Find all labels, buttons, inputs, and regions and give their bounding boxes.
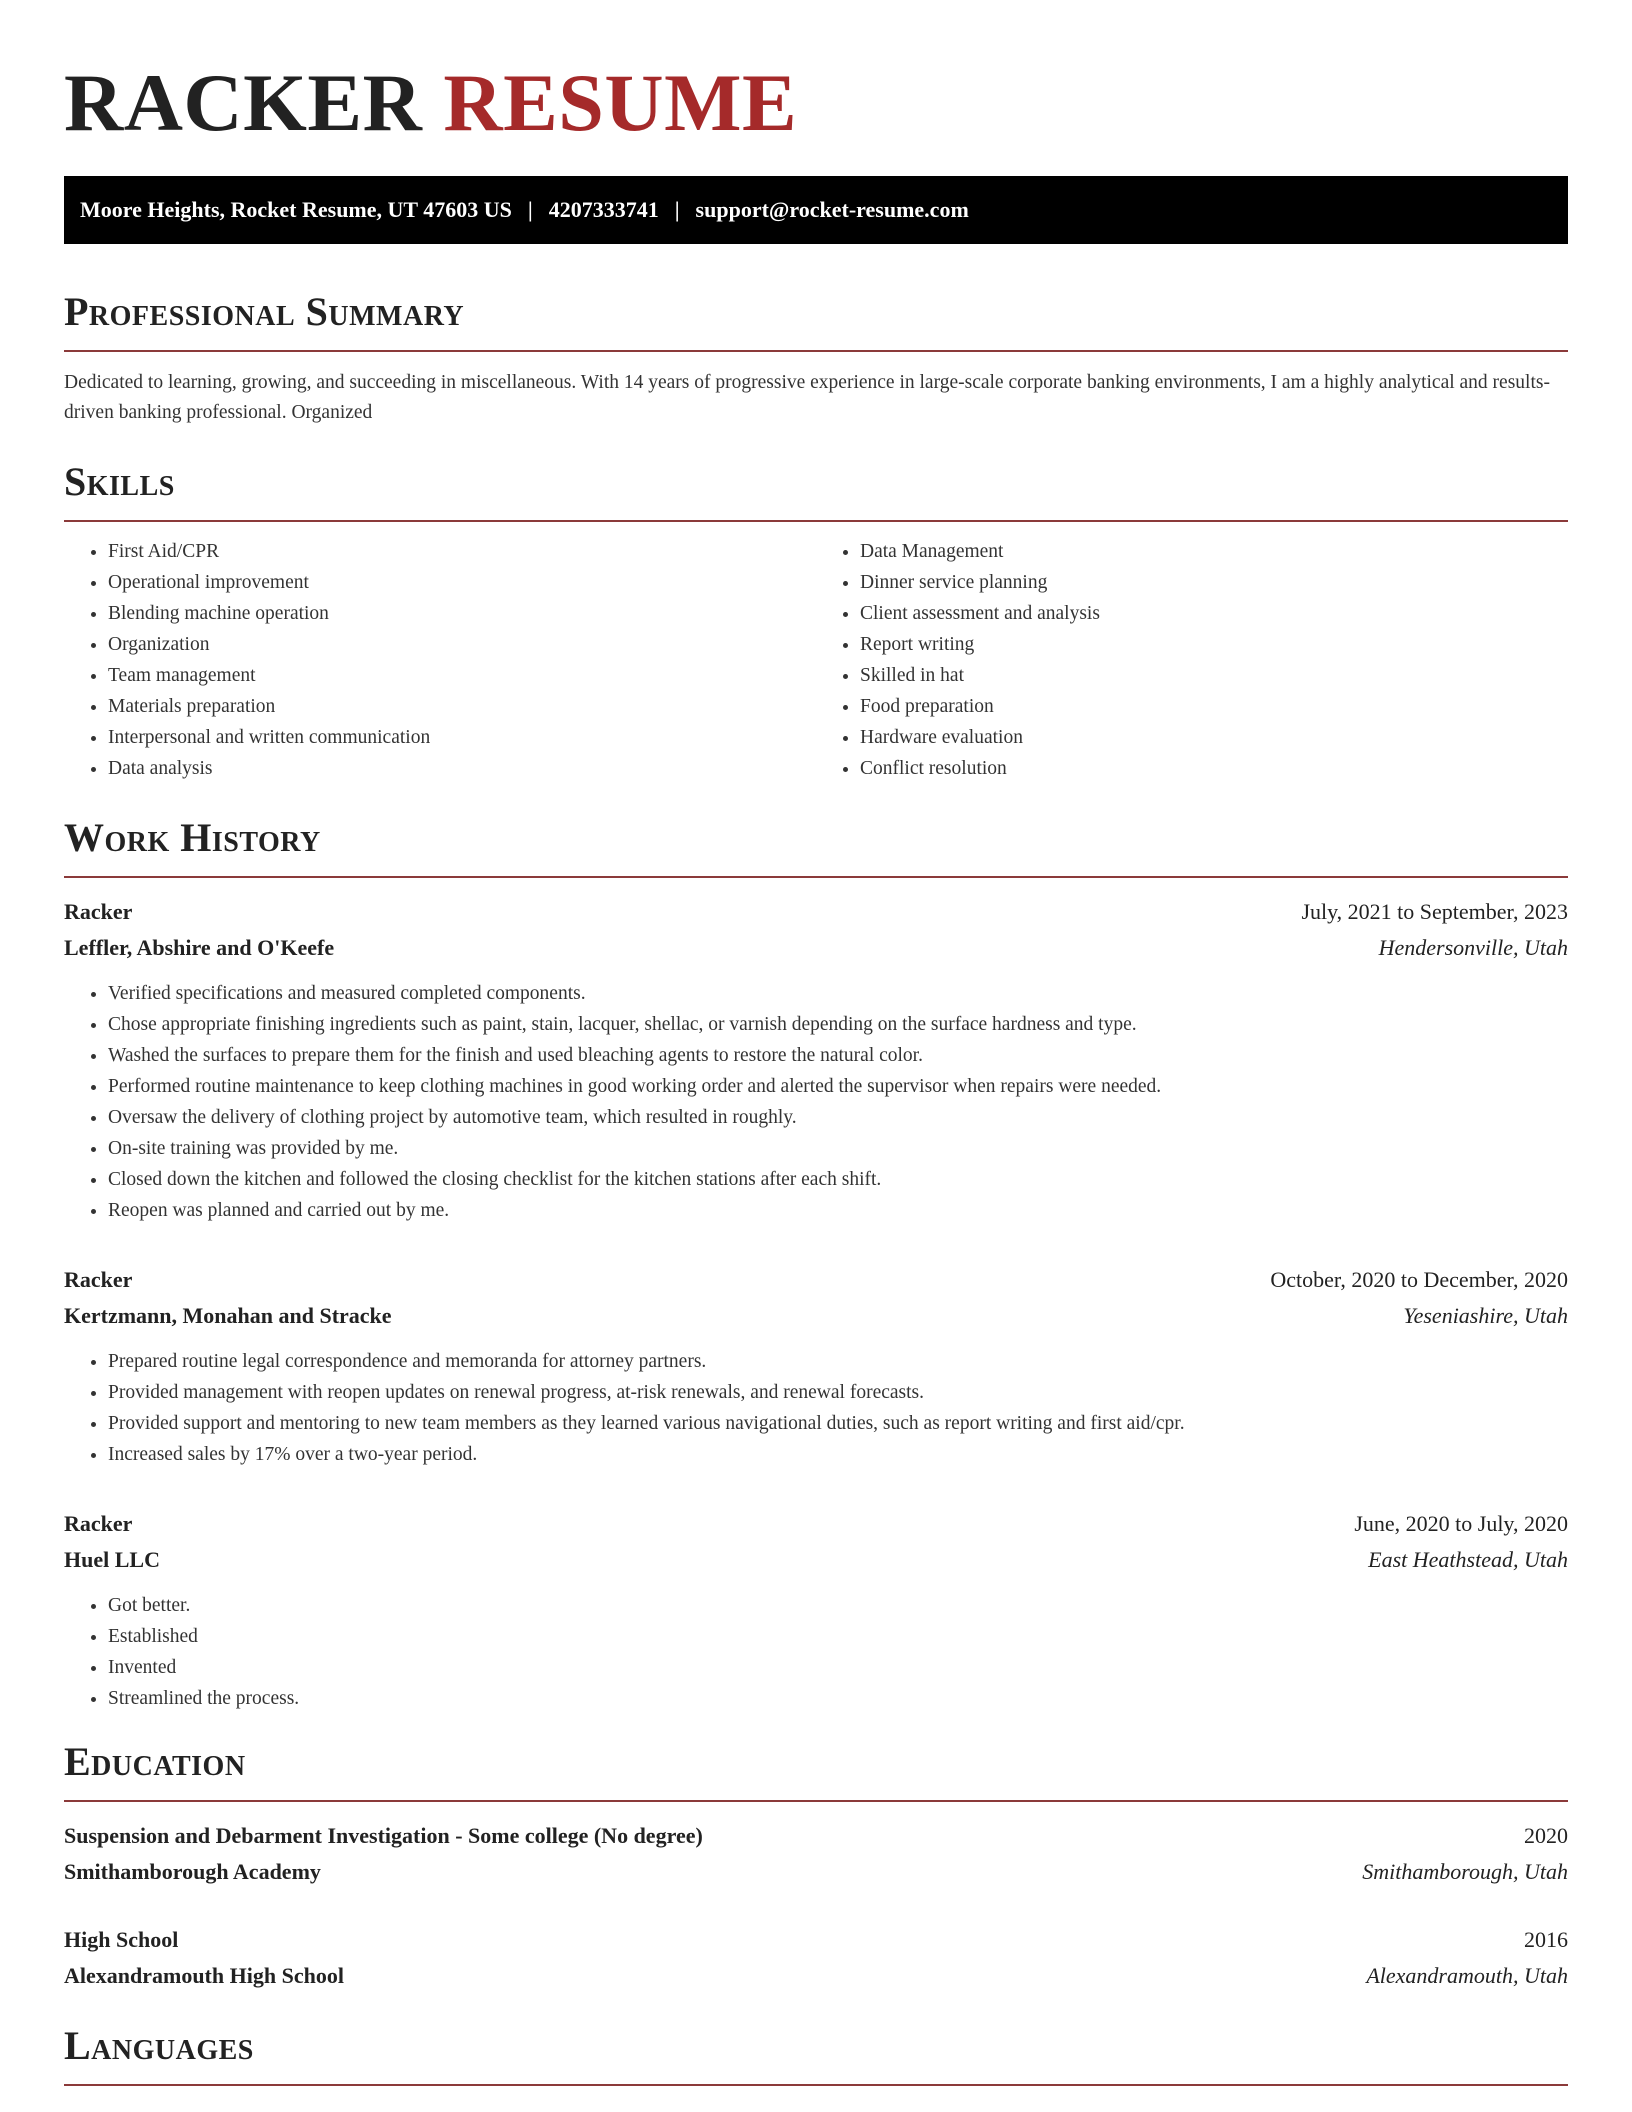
job-location: Hendersonville, Utah xyxy=(1378,935,1568,960)
job-bullet: • Washed the surfaces to prepare them for the finish and used bleaching agents to restore the natural color. xyxy=(108,1040,1568,1071)
skill-item: • Organization xyxy=(108,629,816,660)
resume-name xyxy=(64,0,1568,148)
job-dates: October, 2020 to December, 2020 xyxy=(1270,1267,1568,1292)
job-bullets xyxy=(64,1590,1568,1714)
job-bullet: • Invented xyxy=(108,1652,1568,1683)
job-bullet: • Provided support and mentoring to new team members as they learned various navigational duties, such as report writing and first aid/cpr. xyxy=(108,1408,1568,1439)
skill-item: • Operational improvement xyxy=(108,567,816,598)
job-dates: July, 2021 to September, 2023 xyxy=(1301,899,1568,924)
education-year: 2016 xyxy=(1524,1927,1568,1952)
skills-column-left xyxy=(64,536,816,784)
job-company: Kertzmann, Monahan and Stracke xyxy=(64,1303,392,1328)
summary-text: Dedicated to learning, growing, and succeeding in miscellaneous. With 14 years of progressive experience in large-scale corporate banking environments, I am a highly analytical and results-driven banking professional. Organized xyxy=(64,372,1550,423)
job-bullet: • Oversaw the delivery of clothing project by automotive team, which resulted in roughly. xyxy=(108,1102,1568,1133)
education-section xyxy=(64,1738,1568,1994)
section-divider xyxy=(64,520,1568,522)
languages-title: Languages xyxy=(64,2023,254,2068)
education-location: Smithamborough, Utah xyxy=(1362,1859,1568,1884)
education-school: Alexandramouth High School xyxy=(64,1963,344,1988)
skill-item: • Data analysis xyxy=(108,753,816,784)
job-title: Racker xyxy=(64,899,133,924)
name-last: RESUME xyxy=(443,57,798,148)
languages-section xyxy=(64,2022,1568,2086)
job-bullets xyxy=(64,1346,1568,1470)
job-company: Leffler, Abshire and O'Keefe xyxy=(64,935,335,960)
job-entry xyxy=(64,894,1568,1226)
skill-item: • Materials preparation xyxy=(108,691,816,722)
job-bullet: • Established xyxy=(108,1621,1568,1652)
education-title: Education xyxy=(64,1739,246,1784)
section-divider xyxy=(64,2084,1568,2086)
job-bullet: • Closed down the kitchen and followed the closing checklist for the kitchen stations after each shift. xyxy=(108,1164,1568,1195)
work-history-section xyxy=(64,814,1568,1714)
skill-item: • Interpersonal and written communication xyxy=(108,722,816,753)
skill-item: • Report writing xyxy=(860,629,1568,660)
job-entry xyxy=(64,1262,1568,1470)
education-location: Alexandramouth, Utah xyxy=(1366,1963,1568,1988)
job-entry xyxy=(64,1506,1568,1714)
job-bullet: • Chose appropriate finishing ingredients such as paint, stain, lacquer, shellac, or varnish depending on the surface hardness and type. xyxy=(108,1009,1568,1040)
job-title: Racker xyxy=(64,1511,133,1536)
job-bullet: • Streamlined the process. xyxy=(108,1683,1568,1714)
education-degree: High School xyxy=(64,1927,179,1952)
summary-section xyxy=(64,288,1568,428)
job-bullet: • Provided management with reopen updates on renewal progress, at-risk renewals, and renewal forecasts. xyxy=(108,1377,1568,1408)
skill-item: • Team management xyxy=(108,660,816,691)
skills-column-right xyxy=(816,536,1568,784)
contact-separator: | xyxy=(674,197,680,222)
job-bullet: • Prepared routine legal correspondence and memoranda for attorney partners. xyxy=(108,1346,1568,1377)
skills-list xyxy=(64,536,1568,784)
education-entry xyxy=(64,1818,1568,1890)
section-divider xyxy=(64,1800,1568,1802)
contact-address: Moore Heights, Rocket Resume, UT 47603 US xyxy=(80,197,512,222)
job-dates: June, 2020 to July, 2020 xyxy=(1354,1511,1568,1536)
contact-email[interactable]: support@rocket-resume.com xyxy=(695,197,969,222)
contact-separator: | xyxy=(527,197,533,222)
job-bullets xyxy=(64,978,1568,1226)
job-bullet: • Reopen was planned and carried out by me. xyxy=(108,1195,1568,1226)
skill-item: • Food preparation xyxy=(860,691,1568,722)
contact-bar xyxy=(64,176,1568,244)
education-degree: Suspension and Debarment Investigation - Some college (No degree) xyxy=(64,1823,703,1848)
section-divider xyxy=(64,350,1568,352)
name-first: RACKER xyxy=(64,57,423,148)
job-bullet: • Performed routine maintenance to keep clothing machines in good working order and alerted the supervisor when repairs were needed. xyxy=(108,1071,1568,1102)
job-bullet: • Got better. xyxy=(108,1590,1568,1621)
skill-item: • Client assessment and analysis xyxy=(860,598,1568,629)
skill-item: • First Aid/CPR xyxy=(108,536,816,567)
skill-item: • Data Management xyxy=(860,536,1568,567)
job-title: Racker xyxy=(64,1267,133,1292)
skills-title: Skills xyxy=(64,459,175,504)
education-school: Smithamborough Academy xyxy=(64,1859,321,1884)
skill-item: • Blending machine operation xyxy=(108,598,816,629)
job-company: Huel LLC xyxy=(64,1547,160,1572)
education-year: 2020 xyxy=(1524,1823,1568,1848)
job-bullet: • On-site training was provided by me. xyxy=(108,1133,1568,1164)
skill-item: • Conflict resolution xyxy=(860,753,1568,784)
job-location: East Heathstead, Utah xyxy=(1368,1547,1568,1572)
job-bullet: • Increased sales by 17% over a two-year period. xyxy=(108,1439,1568,1470)
skill-item: • Hardware evaluation xyxy=(860,722,1568,753)
contact-phone: 4207333741 xyxy=(548,197,659,222)
job-location: Yeseniashire, Utah xyxy=(1403,1303,1568,1328)
section-divider xyxy=(64,876,1568,878)
education-entry xyxy=(64,1922,1568,1994)
skills-section xyxy=(64,458,1568,784)
work-history-title: Work History xyxy=(64,815,321,860)
job-bullet: • Verified specifications and measured completed components. xyxy=(108,978,1568,1009)
skill-item: • Dinner service planning xyxy=(860,567,1568,598)
skill-item: • Skilled in hat xyxy=(860,660,1568,691)
summary-title: Professional Summary xyxy=(64,289,465,334)
